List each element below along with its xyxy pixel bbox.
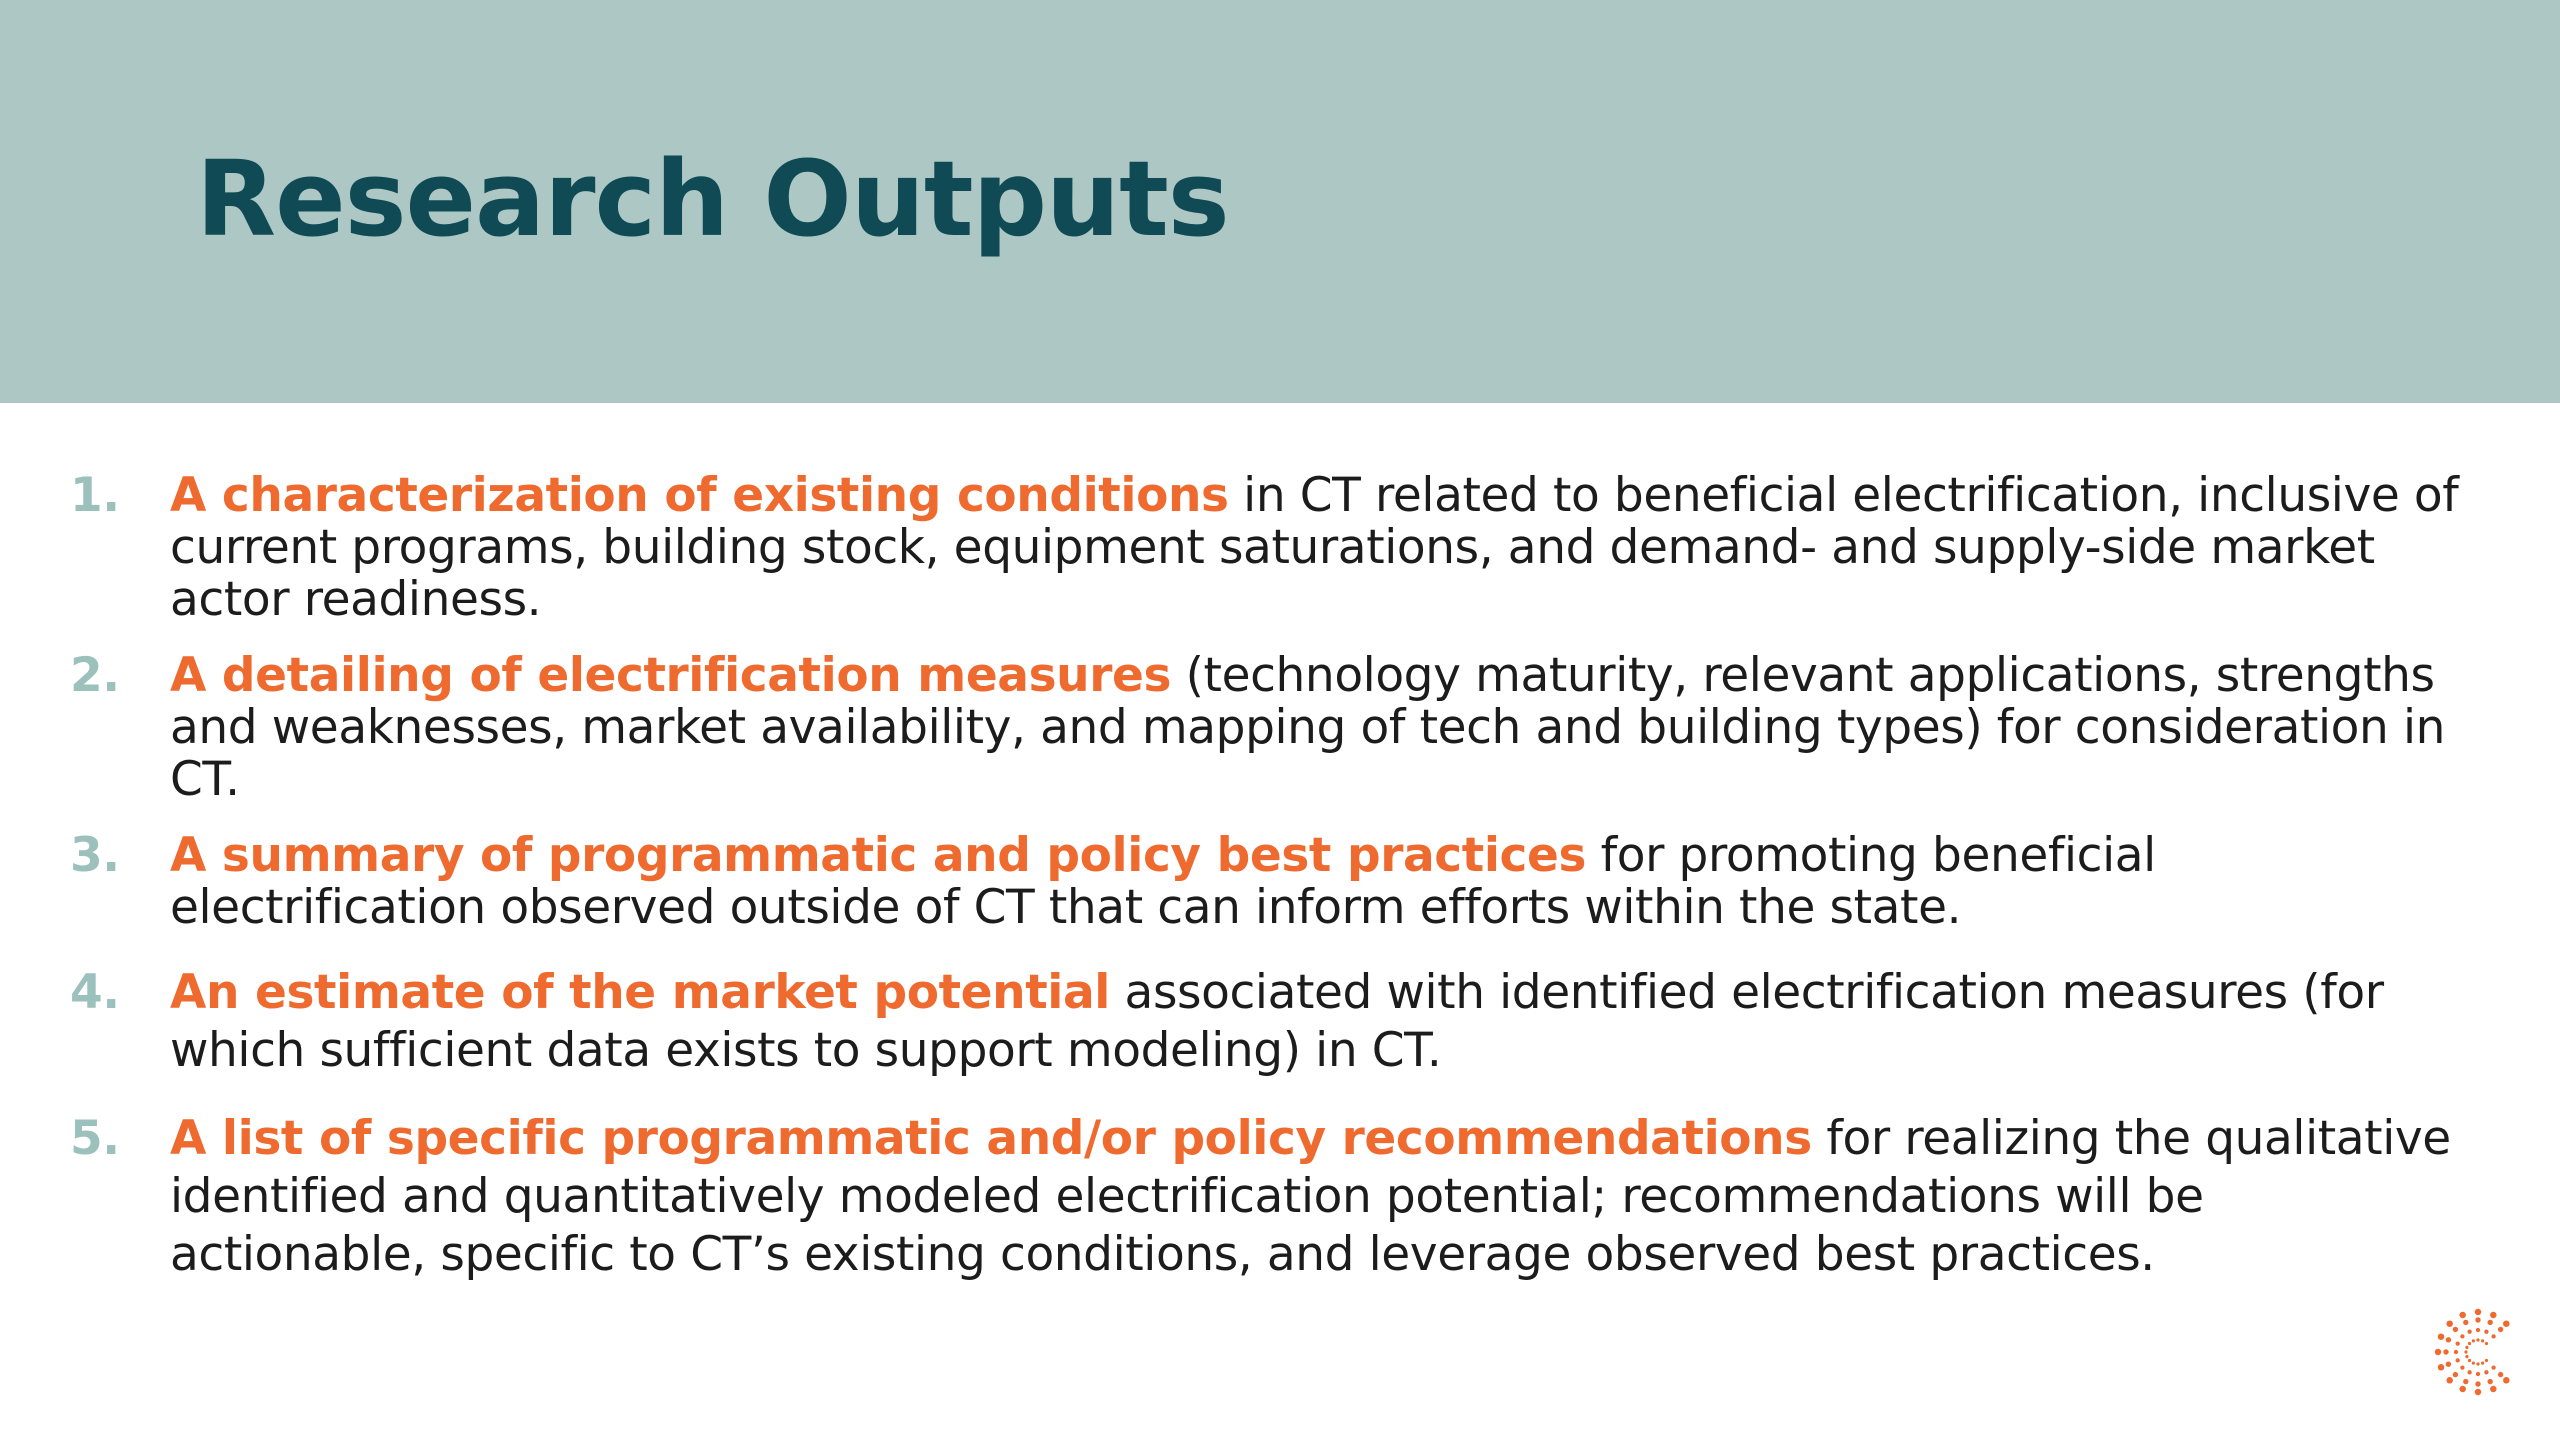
logo-dot bbox=[2488, 1379, 2493, 1384]
logo-dot bbox=[2481, 1362, 2484, 1365]
slide-title: Research Outputs bbox=[196, 138, 1229, 260]
list-number: 4. bbox=[70, 965, 120, 1020]
list-item bbox=[70, 964, 2470, 1080]
body-text: for realizing the qualitative identified and quantitatively modeled electrification potential; recommendations will be actionable, specific to CT’s existing conditions, and leverage observed best practices. bbox=[170, 1111, 2451, 1282]
logo-dot bbox=[2503, 1320, 2510, 1327]
logo-dot bbox=[2498, 1372, 2503, 1377]
highlight-text: A list of specific programmatic and/or policy recommendations bbox=[170, 1111, 1812, 1166]
logo-dot bbox=[2465, 1355, 2468, 1358]
logo-dot bbox=[2446, 1320, 2453, 1327]
logo-dot bbox=[2446, 1377, 2453, 1384]
list-item bbox=[70, 650, 2470, 806]
logo-dot bbox=[2484, 1370, 2488, 1374]
logo-dot bbox=[2460, 1334, 2464, 1338]
logo-dot bbox=[2446, 1362, 2451, 1367]
logo-dot bbox=[2456, 1341, 2460, 1345]
logo-dot bbox=[2476, 1372, 2480, 1376]
logo-dot bbox=[2435, 1349, 2442, 1356]
logo-dot bbox=[2463, 1379, 2468, 1384]
logo-dot bbox=[2472, 1362, 2475, 1365]
starburst-logo-icon bbox=[2434, 1304, 2518, 1398]
logo-dot bbox=[2476, 1338, 2479, 1341]
body-text: in CT related to beneficial electrification, inclusive of current programs, building stock, equipment saturations, and demand- and supply-side market actor readiness. bbox=[170, 468, 2459, 627]
body-text: for promoting beneficial electrification observed outside of CT that can inform efforts within the state. bbox=[170, 828, 2156, 935]
logo-dot bbox=[2460, 1365, 2464, 1369]
logo-dot bbox=[2464, 1350, 2467, 1353]
list-item bbox=[70, 830, 2470, 934]
logo-dot bbox=[2475, 1381, 2480, 1386]
logo-dot bbox=[2438, 1364, 2445, 1371]
body-text: (technology maturity, relevant applications, strengths and weaknesses, market availability, and mapping of tech and building types) for consideration in CT. bbox=[170, 648, 2445, 807]
logo-dot bbox=[2453, 1327, 2458, 1332]
research-outputs-list bbox=[70, 470, 2470, 1284]
logo-dot bbox=[2485, 1342, 2488, 1345]
logo-dot bbox=[2491, 1365, 2495, 1369]
logo-dot bbox=[2490, 1312, 2497, 1319]
logo-dot bbox=[2438, 1333, 2445, 1340]
logo-dot bbox=[2446, 1337, 2451, 1342]
logo-dot bbox=[2485, 1359, 2488, 1362]
logo-dot bbox=[2456, 1358, 2460, 1362]
logo-dot bbox=[2443, 1349, 2448, 1354]
highlight-text: A characterization of existing conditions bbox=[170, 468, 1229, 523]
logo-dot bbox=[2475, 1309, 2482, 1316]
list-number: 3. bbox=[70, 828, 120, 883]
logo-dot bbox=[2463, 1320, 2468, 1325]
logo-dot bbox=[2467, 1370, 2471, 1374]
logo-dot bbox=[2468, 1342, 2471, 1345]
list-number: 2. bbox=[70, 648, 120, 703]
list-item bbox=[70, 1110, 2470, 1284]
logo-dot bbox=[2468, 1359, 2471, 1362]
logo-dot bbox=[2465, 1346, 2468, 1349]
logo-dot bbox=[2467, 1330, 2471, 1334]
body-text: associated with identified electrification measures (for which sufficient data exists to support modeling) in CT. bbox=[170, 965, 2384, 1078]
logo-dot bbox=[2490, 1386, 2497, 1393]
logo-dot bbox=[2459, 1312, 2466, 1319]
logo-dot bbox=[2488, 1320, 2493, 1325]
logo-dot bbox=[2503, 1377, 2510, 1384]
list-number: 5. bbox=[70, 1111, 120, 1166]
logo-dot bbox=[2472, 1339, 2475, 1342]
highlight-text: A summary of programmatic and policy best practices bbox=[170, 828, 1587, 883]
logo-dot bbox=[2475, 1389, 2482, 1396]
highlight-text: A detailing of electrification measures bbox=[170, 648, 1172, 703]
logo-dot bbox=[2484, 1330, 2488, 1334]
logo-dot bbox=[2481, 1339, 2484, 1342]
logo-dot bbox=[2454, 1350, 2458, 1354]
logo-dot bbox=[2459, 1386, 2466, 1393]
highlight-text: An estimate of the market potential bbox=[170, 965, 1110, 1020]
logo-dot bbox=[2475, 1317, 2480, 1322]
logo-dot bbox=[2476, 1328, 2480, 1332]
list-item bbox=[70, 470, 2470, 626]
logo-dot bbox=[2498, 1327, 2503, 1332]
logo-dot bbox=[2453, 1372, 2458, 1377]
logo-dot bbox=[2491, 1334, 2495, 1338]
list-number: 1. bbox=[70, 468, 120, 523]
logo-dot bbox=[2476, 1362, 2479, 1365]
